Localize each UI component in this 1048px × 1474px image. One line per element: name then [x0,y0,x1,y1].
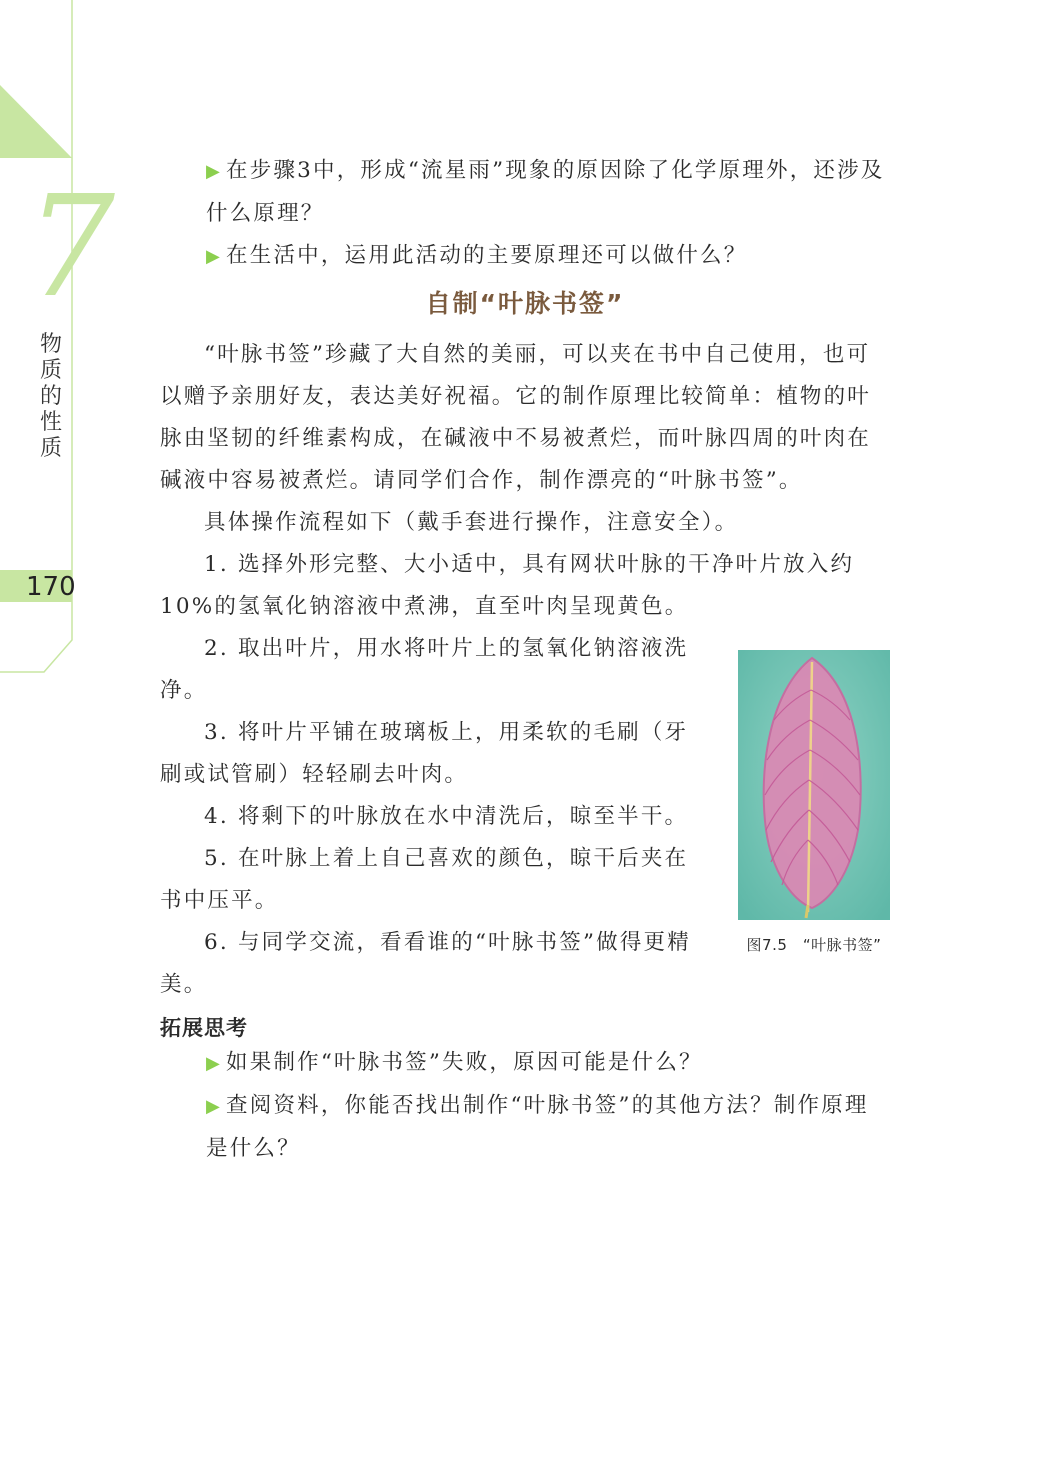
question-item: ▶ 如果制作“叶脉书签”失败，原因可能是什么？ [206,1050,703,1075]
step-item: 1. 选择外形完整、大小适中，具有网状叶脉的干净叶片放入约10%的氢氧化钠溶液中煮沸，直至叶肉呈现黄色。 [160,552,855,619]
chapter-number: 7 [26,166,116,329]
question-item: ▶ 在生活中，运用此活动的主要原理还可以做什么？ [206,243,748,268]
triangle-bullet-icon: ▶ [206,246,223,267]
intro-paragraph: “叶脉书签”珍藏了大自然的美丽，可以夹在书中自己使用，也可以赠予亲朋好友，表达美好祝福。它的制作原理比较简单：植物的叶脉由坚韧的纤维素构成，在碱液中不易被煮烂，而叶脉四周的叶肉在碱液中容易被煮烂。请同学们合作，制作漂亮的“叶脉书签”。 [160,342,872,493]
step-item: 5. 在叶脉上着上自己喜欢的颜色，晾干后夹在书中压平。 [160,846,689,913]
step-item: 6. 与同学交流，看看谁的“叶脉书签”做得更精美。 [160,930,691,997]
question-item: ▶ 查阅资料，你能否找出制作“叶脉书签”的其他方法？制作原理是什么？ [206,1093,869,1161]
procedure-intro: 具体操作流程如下（戴手套进行操作，注意安全）。 [204,510,739,535]
extension-title: 拓展思考 [160,1016,248,1040]
page-number: 170 [26,572,76,602]
figure-leaf-bookmark [738,650,890,955]
leaf-bookmark-photo [738,650,890,920]
section-title: 自制“叶脉书签” [425,289,625,318]
step-item: 4. 将剩下的叶脉放在水中清洗后，晾至半干。 [204,804,689,829]
triangle-bullet-icon: ▶ [206,161,223,182]
step-item: 3. 将叶片平铺在玻璃板上，用柔软的毛刷（牙刷或试管刷）轻轻刷去叶肉。 [160,720,689,787]
triangle-bullet-icon: ▶ [206,1053,223,1074]
chapter-title: 物质的性质 [39,332,62,461]
figure-caption: 图7.5 “叶脉书签” [746,936,882,954]
step-item: 2. 取出叶片，用水将叶片上的氢氧化钠溶液洗净。 [160,636,689,703]
steps-column [160,628,700,1006]
question-item: ▶ 在步骤3中，形成“流星雨”现象的原因除了化学原理外，还涉及什么原理？ [206,158,885,226]
triangle-bullet-icon: ▶ [206,1096,223,1117]
